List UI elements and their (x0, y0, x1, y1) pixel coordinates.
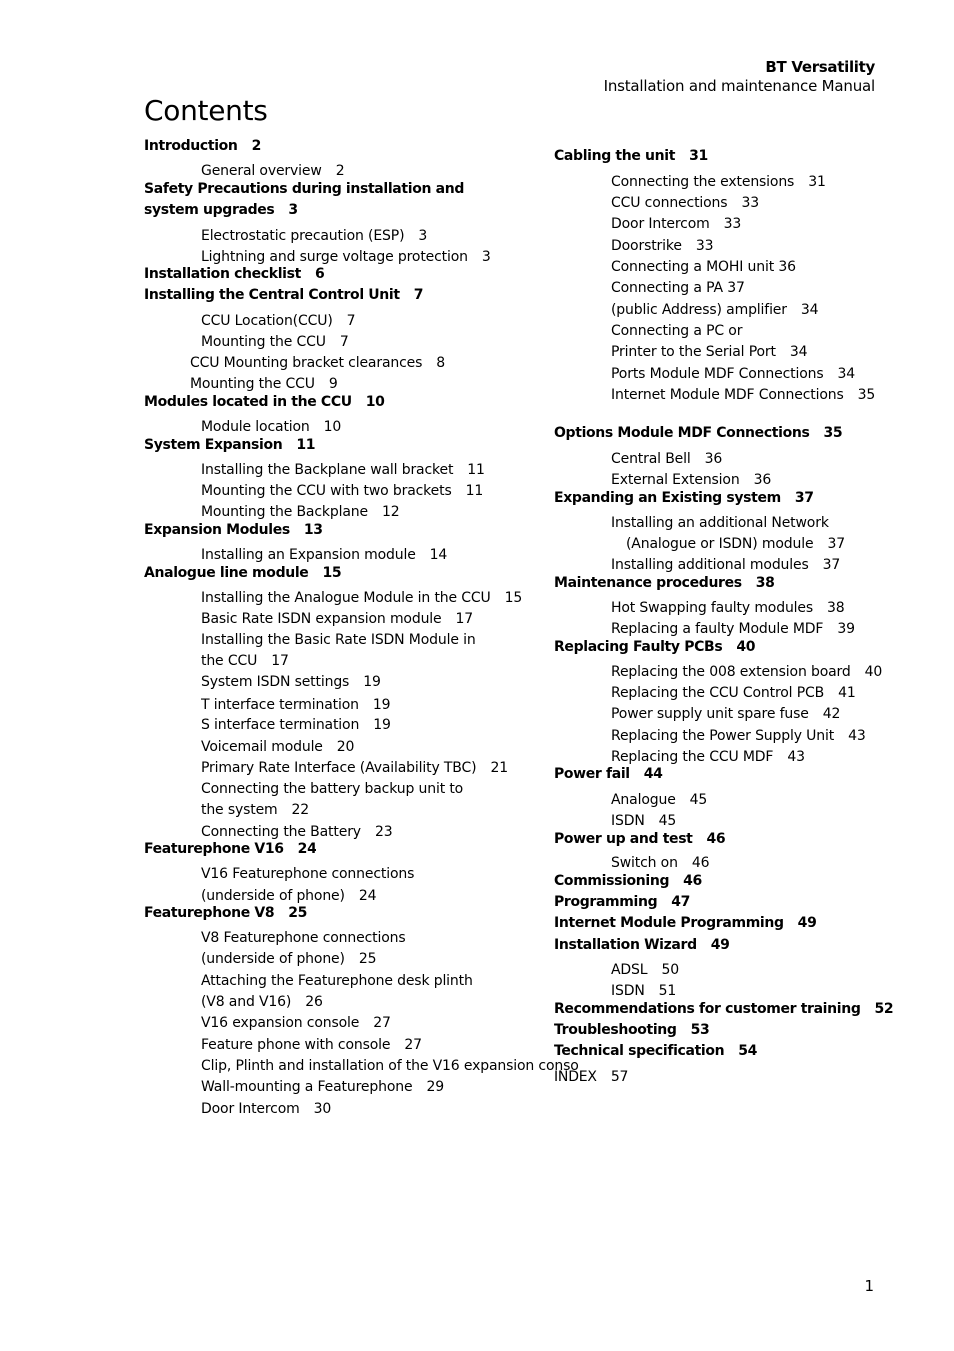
toc-entry-title: (underside of phone) (201, 888, 345, 904)
toc-entry-title: Feature phone with console (201, 1037, 391, 1053)
toc-entry-title: Replacing the CCU Control PCB (611, 685, 825, 701)
toc-entry-page: 26 (305, 994, 323, 1010)
toc-entry-page: 41 (838, 685, 856, 701)
toc-entry[interactable] (611, 961, 679, 979)
toc-entry[interactable] (201, 696, 390, 714)
toc-entry[interactable] (626, 535, 845, 553)
toc-entry[interactable] (611, 279, 745, 297)
toc-entry-title: Clip, Plinth and installation of the V16 expansion conso (201, 1058, 579, 1074)
toc-entry-title: Attaching the Featurephone desk plinth (201, 973, 473, 989)
toc-entry-title: Maintenance procedures (554, 575, 742, 591)
toc-entry[interactable] (201, 482, 483, 500)
toc-entry[interactable] (201, 780, 463, 798)
toc-entry[interactable] (201, 418, 341, 436)
toc-entry[interactable] (611, 322, 742, 340)
toc-entry-page: 10 (365, 394, 385, 410)
toc-entry-page: 39 (837, 621, 855, 637)
toc-entry-title: Featurephone V16 (144, 841, 284, 857)
toc-entry-page: 43 (848, 728, 866, 744)
toc-entry-page: 14 (429, 547, 448, 563)
toc-entry[interactable] (611, 705, 840, 723)
toc-entry-title: CCU connections (611, 195, 728, 211)
toc-entry-title: System Expansion (144, 437, 283, 453)
toc-entry[interactable] (611, 365, 855, 383)
toc-entry-title: Mounting the CCU (201, 334, 326, 350)
toc-entry-page: 40 (864, 664, 883, 680)
toc-entry[interactable] (611, 791, 707, 809)
toc-entry[interactable] (201, 333, 349, 351)
toc-entry-title: CCU Location(CCU) (201, 313, 333, 329)
toc-entry[interactable] (201, 1014, 391, 1032)
toc-entry-page: 46 (691, 855, 710, 871)
toc-entry[interactable] (201, 993, 323, 1011)
toc-entry-title: system upgrades (144, 202, 275, 218)
toc-entry[interactable] (201, 312, 355, 330)
toc-entry[interactable] (611, 982, 676, 1000)
toc-entry-page: 10 (323, 419, 342, 435)
toc-entry-title: Voicemail module (201, 739, 323, 755)
toc-entry-page: 52 (874, 1001, 894, 1017)
toc-heading[interactable] (554, 1068, 628, 1086)
toc-entry-page: 35 (823, 425, 843, 441)
toc-entry-page: 57 (610, 1069, 629, 1085)
toc-entry[interactable] (611, 556, 840, 574)
toc-entry-title: Installing the Backplane wall bracket (201, 462, 454, 478)
toc-entry[interactable] (611, 727, 866, 745)
toc-entry[interactable] (611, 514, 829, 532)
toc-entry[interactable] (201, 546, 447, 564)
toc-entry-title: Installation Wizard (554, 937, 697, 953)
toc-entry-page: 25 (288, 905, 308, 921)
toc-entry[interactable] (611, 450, 722, 468)
toc-heading[interactable] (144, 201, 298, 219)
toc-heading[interactable] (144, 840, 316, 858)
toc-entry-title: Internet Module Programming (554, 915, 784, 931)
toc-entry-title: Connecting a MOHI unit 36 (611, 259, 796, 275)
toc-entry[interactable] (611, 748, 805, 766)
toc-heading[interactable] (144, 904, 307, 922)
toc-entry-page: 11 (467, 462, 485, 478)
toc-entry[interactable] (611, 471, 771, 489)
toc-entry-title: Analogue (611, 792, 676, 808)
toc-heading[interactable] (144, 564, 341, 582)
toc-entry-title: Installing an Expansion module (201, 547, 416, 563)
toc-entry-page: 47 (671, 894, 691, 910)
toc-entry-page: 3 (418, 228, 428, 244)
toc-entry[interactable] (611, 812, 676, 830)
toc-entry-page: 43 (787, 749, 805, 765)
toc-entry-page: 27 (373, 1015, 391, 1031)
toc-heading[interactable] (554, 893, 690, 911)
toc-entry[interactable] (201, 610, 473, 628)
toc-entry-page: 23 (374, 824, 393, 840)
toc-entry-title: Expanding an Existing system (554, 490, 781, 506)
running-header (604, 58, 875, 96)
toc-entry[interactable] (190, 354, 445, 372)
toc-heading[interactable] (554, 1021, 709, 1039)
toc-entry-title: S interface termination (201, 717, 360, 733)
toc-entry-title: Replacing the Power Supply Unit (611, 728, 835, 744)
toc-entry[interactable] (201, 248, 491, 266)
toc-entry-page: 19 (363, 674, 381, 690)
toc-entry[interactable] (611, 599, 845, 617)
toc-entry-title: Central Bell (611, 451, 691, 467)
toc-entry-title: Printer to the Serial Port (611, 344, 776, 360)
toc-entry-title: CCU Mounting bracket clearances (190, 355, 423, 371)
toc-heading[interactable] (144, 436, 315, 454)
toc-entry-title: Featurephone V8 (144, 905, 275, 921)
toc-entry-page: 40 (736, 639, 756, 655)
toc-entry-page: 27 (404, 1037, 422, 1053)
toc-entry[interactable] (201, 631, 476, 649)
toc-entry-page: 9 (328, 376, 338, 392)
toc-entry-title: Wall-mounting a Featurephone (201, 1079, 413, 1095)
toc-entry-title: V8 Featurephone connections (201, 930, 406, 946)
toc-entry-title: (underside of phone) (201, 951, 345, 967)
toc-entry[interactable] (201, 1078, 444, 1096)
toc-entry-page: 45 (658, 813, 677, 829)
toc-entry-title: Mounting the Backplane (201, 504, 368, 520)
toc-heading[interactable] (554, 872, 702, 890)
page-title: Contents (144, 94, 268, 127)
toc-heading[interactable] (554, 574, 775, 592)
toc-entry-title: Recommendations for customer training (554, 1001, 861, 1017)
toc-entry-title: Mounting the CCU with two brackets (201, 483, 452, 499)
toc-entry-title: Expansion Modules (144, 522, 290, 538)
toc-entry-page: 49 (797, 915, 817, 931)
toc-entry-title: Electrostatic precaution (ESP) (201, 228, 405, 244)
toc-entry-page: 17 (455, 611, 474, 627)
toc-entry-title: Module location (201, 419, 310, 435)
toc-entry-title: Analogue line module (144, 565, 309, 581)
toc-entry-page: 30 (313, 1101, 332, 1117)
toc-entry-page: 33 (695, 238, 714, 254)
toc-entry-page: 11 (296, 437, 316, 453)
toc-entry-title: Safety Precautions during installation and (144, 181, 464, 197)
toc-entry-title: T interface termination (201, 697, 359, 713)
toc-entry[interactable] (611, 194, 759, 212)
toc-entry[interactable] (201, 759, 508, 777)
toc-entry-title: Installing an additional Network (611, 515, 829, 531)
toc-entry-title: Replacing Faulty PCBs (554, 639, 723, 655)
toc-entry-title: Replacing a faulty Module MDF (611, 621, 824, 637)
toc-entry-page: 6 (314, 266, 325, 282)
toc-heading[interactable] (554, 424, 842, 442)
toc-entry-page: 31 (689, 148, 708, 164)
toc-entry[interactable] (201, 503, 399, 521)
toc-entry-page: 22 (291, 802, 310, 818)
toc-entry-page: 35 (857, 387, 876, 403)
toc-entry[interactable] (190, 375, 338, 393)
toc-entry-title: Installing the Analogue Module in the CCU (201, 590, 491, 606)
toc-entry-title: (V8 and V16) (201, 994, 292, 1010)
toc-entry-page: 50 (661, 962, 679, 978)
toc-entry-page: 7 (339, 334, 349, 350)
toc-entry-title: Cabling the unit (554, 148, 676, 164)
toc-entry-page: 3 (481, 249, 491, 265)
toc-entry-page: 37 (794, 490, 814, 506)
toc-entry-title: External Extension (611, 472, 740, 488)
toc-entry-title: ISDN (611, 813, 645, 829)
toc-entry-title: Ports Module MDF Connections (611, 366, 824, 382)
toc-entry-title: Installation checklist (144, 266, 301, 282)
toc-entry-title: Lightning and surge voltage protection (201, 249, 468, 265)
toc-entry-page: 36 (753, 472, 772, 488)
toc-entry-page: 31 (808, 174, 826, 190)
toc-entry[interactable] (201, 738, 354, 756)
toc-entry-title: (public Address) amplifier (611, 302, 787, 318)
page-number: 1 (864, 1277, 874, 1295)
toc-entry-page: 7 (413, 287, 424, 303)
toc-entry[interactable] (201, 162, 344, 180)
toc-entry-page: 33 (741, 195, 759, 211)
toc-entry-page: 19 (373, 717, 391, 733)
toc-heading[interactable] (554, 147, 708, 165)
toc-entry-title: Primary Rate Interface (Availability TBC) (201, 760, 477, 776)
toc-entry-page: 12 (381, 504, 400, 520)
toc-entry-page: 19 (372, 697, 391, 713)
toc-entry-title: Installing additional modules (611, 557, 809, 573)
toc-entry[interactable] (201, 461, 485, 479)
toc-entry[interactable] (201, 1100, 331, 1118)
toc-heading[interactable] (554, 830, 725, 848)
toc-entry[interactable] (201, 972, 473, 990)
toc-entry-title: Hot Swapping faulty modules (611, 600, 814, 616)
toc-entry[interactable] (611, 343, 807, 361)
toc-entry[interactable] (201, 227, 427, 245)
toc-entry-title: Connecting the extensions (611, 174, 795, 190)
toc-heading[interactable] (554, 489, 814, 507)
toc-entry-title: Troubleshooting (554, 1022, 677, 1038)
toc-entry[interactable] (201, 716, 391, 734)
toc-heading[interactable] (144, 137, 261, 155)
toc-entry-title: Connecting a PC or (611, 323, 743, 339)
toc-entry-title: Installing the Basic Rate ISDN Module in (201, 632, 476, 648)
toc-entry-title: ADSL (611, 962, 648, 978)
toc-entry[interactable] (201, 887, 376, 905)
toc-entry-title: Programming (554, 894, 658, 910)
toc-entry-title: Connecting the Battery (201, 824, 361, 840)
toc-entry-page: 34 (800, 302, 819, 318)
toc-entry-title: System ISDN settings (201, 674, 350, 690)
toc-entry[interactable] (611, 663, 882, 681)
toc-heading[interactable] (144, 265, 324, 283)
toc-entry-title: Technical specification (554, 1043, 725, 1059)
toc-entry-page: 37 (827, 536, 845, 552)
toc-entry[interactable] (611, 301, 818, 319)
toc-heading[interactable] (144, 286, 423, 304)
toc-entry-page: 24 (358, 888, 377, 904)
toc-entry-title: Power fail (554, 766, 630, 782)
toc-heading[interactable] (144, 521, 323, 539)
toc-entry-title: Connecting the battery backup unit to (201, 781, 464, 797)
toc-entry-title: Switch on (611, 855, 678, 871)
toc-entry-page: 21 (490, 760, 508, 776)
toc-entry-page: 46 (706, 831, 726, 847)
toc-entry-title: the system (201, 802, 278, 818)
toc-entry[interactable] (611, 386, 875, 404)
toc-entry[interactable] (201, 589, 522, 607)
toc-entry-title: V16 expansion console (201, 1015, 360, 1031)
toc-entry[interactable] (201, 673, 381, 691)
toc-entry-page: 54 (738, 1043, 758, 1059)
toc-entry-title: Internet Module MDF Connections (611, 387, 844, 403)
toc-entry-page: 11 (465, 483, 484, 499)
toc-entry[interactable] (611, 215, 741, 233)
toc-entry[interactable] (611, 854, 709, 872)
toc-heading[interactable] (554, 638, 755, 656)
toc-entry-page: 34 (837, 366, 856, 382)
toc-entry[interactable] (611, 620, 855, 638)
toc-entry-title: Options Module MDF Connections (554, 425, 810, 441)
toc-entry-title: Replacing the 008 extension board (611, 664, 851, 680)
toc-entry[interactable] (201, 865, 414, 883)
toc-entry-page: 46 (683, 873, 702, 889)
toc-entry-page: 34 (789, 344, 808, 360)
toc-entry-title: Power supply unit spare fuse (611, 706, 809, 722)
toc-entry-title: V16 Featurephone connections (201, 866, 415, 882)
toc-entry-page: 17 (271, 653, 289, 669)
toc-entry-title: Door Intercom (611, 216, 710, 232)
toc-entry-page: 49 (710, 937, 730, 953)
toc-entry-title: Installing the Central Control Unit (144, 287, 400, 303)
toc-entry-page: 3 (288, 202, 298, 218)
toc-entry-page: 38 (827, 600, 845, 616)
toc-entry-page: 33 (723, 216, 742, 232)
header-subtitle: Installation and maintenance Manual (603, 77, 875, 95)
toc-entry-page: 42 (822, 706, 841, 722)
toc-heading[interactable] (554, 1000, 893, 1018)
toc-entry-page: 53 (690, 1022, 710, 1038)
toc-entry[interactable] (611, 684, 856, 702)
toc-heading[interactable] (554, 936, 730, 954)
toc-heading[interactable] (144, 180, 464, 198)
toc-entry-page: 15 (504, 590, 523, 606)
toc-entry[interactable] (611, 173, 826, 191)
toc-entry[interactable] (201, 652, 289, 670)
toc-heading[interactable] (554, 1042, 757, 1060)
toc-heading[interactable] (144, 393, 385, 411)
toc-entry-page: 8 (436, 355, 446, 371)
toc-heading[interactable] (554, 765, 663, 783)
toc-entry-title: Modules located in the CCU (144, 394, 352, 410)
toc-entry[interactable] (611, 258, 796, 276)
toc-entry-page: 20 (336, 739, 355, 755)
toc-entry-title: Commissioning (554, 873, 670, 889)
toc-entry-title: INDEX (554, 1069, 597, 1085)
toc-entry-page: 7 (346, 313, 356, 329)
toc-entry-page: 15 (322, 565, 342, 581)
toc-entry-title: Introduction (144, 138, 238, 154)
toc-entry[interactable] (611, 237, 713, 255)
toc-entry-title: ISDN (611, 983, 645, 999)
toc-entry[interactable] (201, 1036, 422, 1054)
toc-entry-title: Basic Rate ISDN expansion module (201, 611, 442, 627)
toc-entry-page: 2 (251, 138, 261, 154)
toc-entry-title: Replacing the CCU MDF (611, 749, 774, 765)
toc-entry[interactable] (201, 823, 392, 841)
toc-entry-page: 38 (755, 575, 775, 591)
toc-entry-page: 44 (643, 766, 663, 782)
toc-entry-title: Doorstrike (611, 238, 682, 254)
toc-entry-page: 36 (704, 451, 723, 467)
toc-entry-title: Connecting a PA 37 (611, 280, 745, 296)
toc-entry-page: 25 (358, 951, 377, 967)
toc-entry-title: Door Intercom (201, 1101, 300, 1117)
toc-entry[interactable] (201, 929, 405, 947)
toc-entry-page: 45 (689, 792, 708, 808)
toc-entry-page: 29 (426, 1079, 444, 1095)
toc-entry-page: 2 (335, 163, 345, 179)
toc-entry-page: 13 (303, 522, 323, 538)
toc-entry[interactable] (201, 950, 376, 968)
header-brand: BT Versatility (765, 58, 875, 76)
toc-entry[interactable] (201, 801, 309, 819)
toc-entry-title: General overview (201, 163, 322, 179)
toc-entry-title: (Analogue or ISDN) module (626, 536, 814, 552)
toc-entry-title: the CCU (201, 653, 258, 669)
toc-entry-title: Mounting the CCU (190, 376, 315, 392)
toc-entry-page: 37 (822, 557, 841, 573)
toc-entry[interactable] (201, 1057, 579, 1075)
toc-entry-page: 51 (658, 983, 677, 999)
toc-entry-page: 24 (297, 841, 317, 857)
toc-heading[interactable] (554, 914, 816, 932)
toc-entry-title: Power up and test (554, 831, 693, 847)
